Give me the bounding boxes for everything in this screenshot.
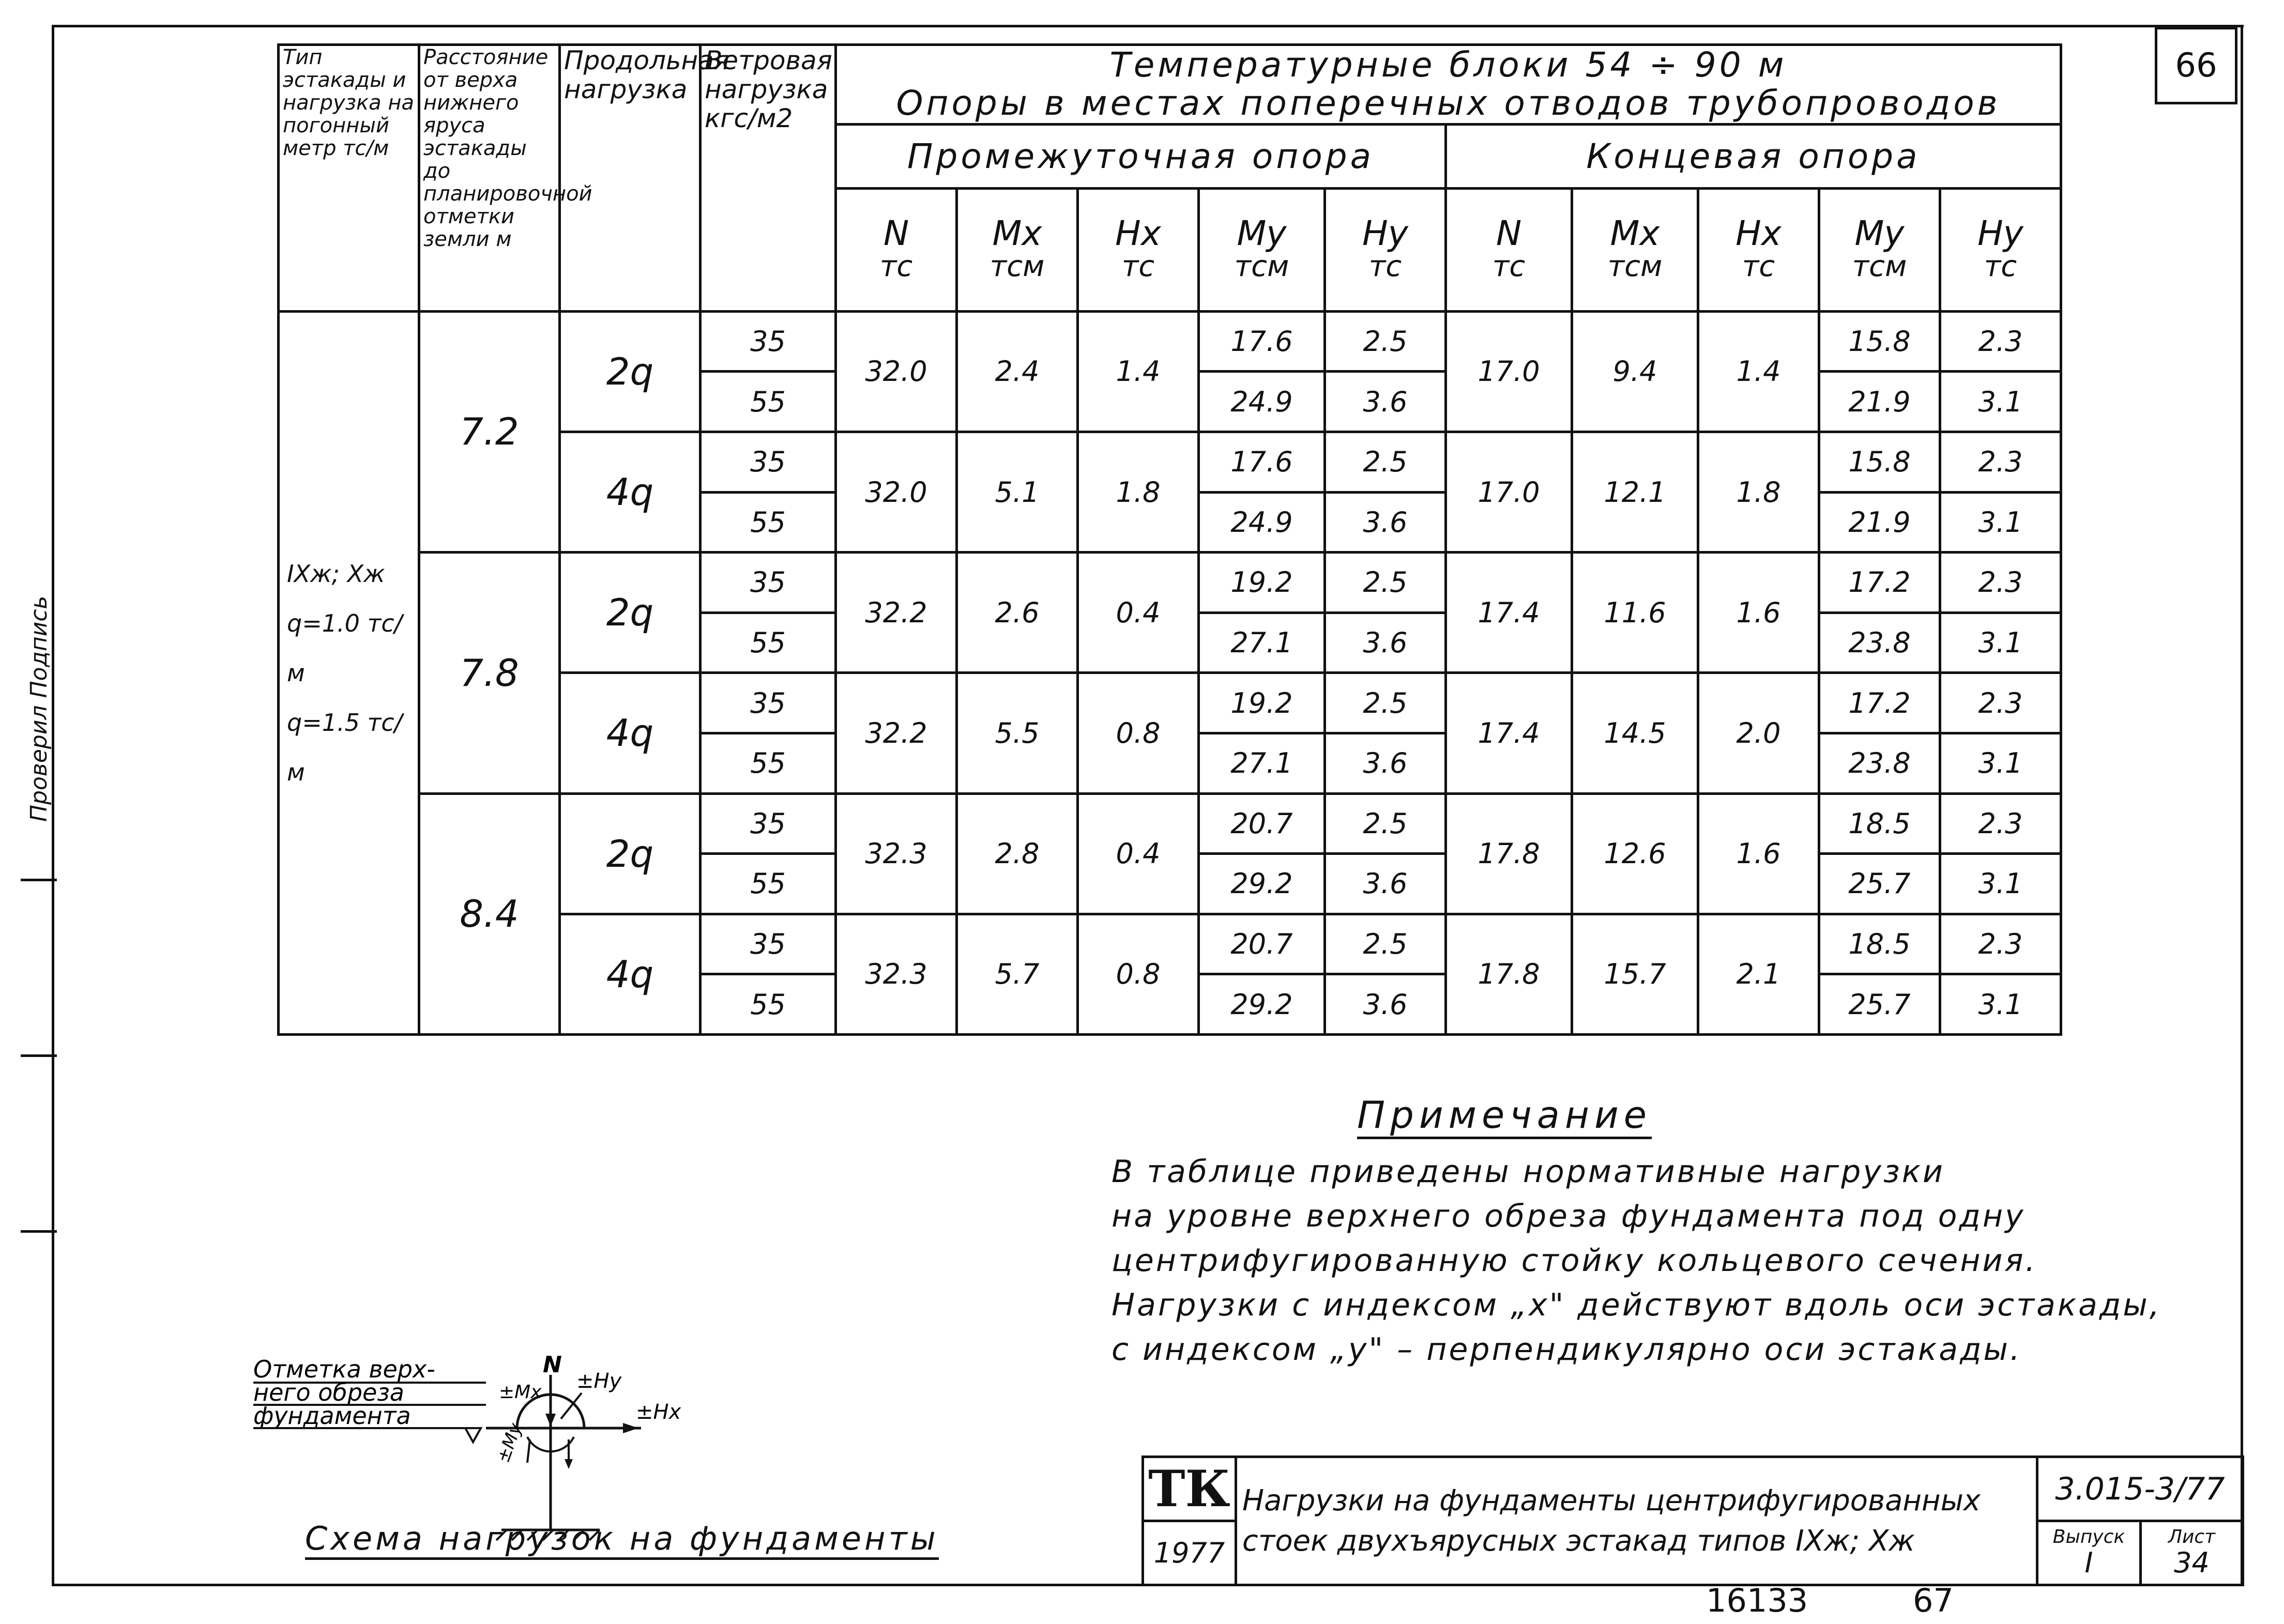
end-my-cell: 21.9 [1819, 492, 1940, 553]
table-row [279, 311, 2061, 372]
wind-cell: 35 [701, 793, 836, 854]
int-n-cell: 32.3 [836, 793, 957, 914]
distance-cell: 7.8 [419, 553, 560, 793]
end-hy-cell: 3.1 [1940, 854, 2061, 914]
int-my-cell: 19.2 [1199, 553, 1325, 613]
column-header-name: Hx [1115, 213, 1161, 253]
wind-cell: 55 [701, 733, 836, 793]
int-hy-cell: 3.6 [1325, 612, 1446, 673]
wind-cell: 35 [701, 914, 836, 974]
issue-label: Выпуск [2052, 1526, 2125, 1548]
type-cell [279, 311, 419, 1034]
frame-top [52, 25, 2244, 27]
int-mx-cell: 2.6 [957, 553, 1078, 673]
end-hx-cell: 1.6 [1698, 793, 1819, 914]
column-header-unit: тс [1984, 249, 2017, 283]
scheme-label-3: фундамента [253, 1402, 411, 1430]
column-header [957, 189, 1078, 311]
end-my-cell: 15.8 [1819, 311, 1940, 372]
distance-cell: 7.2 [419, 311, 560, 552]
int-my-cell: 27.1 [1199, 612, 1325, 673]
end-hy-cell: 3.1 [1940, 733, 2061, 793]
document-code: 3.015-3/77 [2037, 1457, 2243, 1521]
side-stamp [10, 150, 72, 822]
int-hx-cell: 0.4 [1078, 793, 1199, 914]
column-header-name: Hy [1362, 213, 1408, 253]
end-hy-cell: 2.3 [1940, 553, 2061, 613]
wind-cell: 35 [701, 432, 836, 492]
int-n-cell: 32.2 [836, 673, 957, 793]
header-type: Тип эстакады и нагрузка на погонный метр тс/м [279, 45, 419, 312]
column-header [1819, 189, 1940, 311]
side-stamp-text: Проверил Подпись [26, 595, 52, 822]
header-wind: Ветровая нагрузка кгс/м2 [701, 45, 836, 312]
title-line-1: Нагрузки на фундаменты центрифугированных [1242, 1483, 1981, 1518]
end-hy-cell: 3.1 [1940, 974, 2061, 1035]
scheme-hy-label: ±Hy [576, 1369, 622, 1393]
longitudinal-cell: 4q [560, 432, 701, 552]
sheet-label: Лист [2168, 1526, 2216, 1548]
end-hx-cell: 2.1 [1698, 914, 1819, 1034]
wind-cell: 35 [701, 311, 836, 372]
wind-cell: 55 [701, 492, 836, 553]
int-my-cell: 29.2 [1199, 974, 1325, 1035]
issue-cell [2037, 1521, 2141, 1585]
column-header [1572, 189, 1698, 311]
page-number: 67 [1913, 1582, 1954, 1619]
end-hx-cell: 1.6 [1698, 553, 1819, 673]
end-n-cell: 17.4 [1446, 553, 1572, 673]
end-n-cell: 17.8 [1446, 914, 1572, 1034]
int-my-cell: 17.6 [1199, 311, 1325, 372]
int-n-cell: 32.3 [836, 914, 957, 1034]
wind-cell: 55 [701, 854, 836, 914]
column-header [1940, 189, 2061, 311]
end-mx-cell: 12.1 [1572, 432, 1698, 552]
header-end: Концевая опора [1446, 124, 2061, 189]
margin-tick [21, 879, 57, 881]
end-my-cell: 25.7 [1819, 854, 1940, 914]
scheme-hx-label: ±Hx [636, 1400, 681, 1424]
column-header-name: N [883, 213, 909, 253]
end-hx-cell: 1.8 [1698, 432, 1819, 552]
note-title: Примечание [1357, 1093, 1652, 1139]
scheme-label-2: него обреза [253, 1378, 404, 1406]
int-mx-cell: 2.4 [957, 311, 1078, 432]
int-my-cell: 20.7 [1199, 793, 1325, 854]
note-line: на уровне верхнего обреза фундамента под одну [1111, 1198, 2026, 1234]
int-my-cell: 19.2 [1199, 673, 1325, 733]
column-header-unit: тсм [989, 249, 1045, 283]
end-mx-cell: 11.6 [1572, 553, 1698, 673]
int-my-cell: 29.2 [1199, 854, 1325, 914]
column-header-unit: тсм [1852, 249, 1907, 283]
note-line: центрифугированную стойку кольцевого сечения. [1111, 1243, 2037, 1279]
note-line: Нагрузки с индексом „x" действуют вдоль оси эстакады, [1111, 1287, 2161, 1323]
longitudinal-cell: 4q [560, 914, 701, 1034]
end-hx-cell: 2.0 [1698, 673, 1819, 793]
end-mx-cell: 15.7 [1572, 914, 1698, 1034]
column-header-unit: тс [879, 249, 913, 283]
end-n-cell: 17.8 [1446, 793, 1572, 914]
longitudinal-cell: 2q [560, 311, 701, 432]
scheme-caption: Схема нагрузок на фундаменты [305, 1520, 939, 1560]
column-header-name: My [1854, 213, 1905, 253]
header-intermediate: Промежуточная опора [836, 124, 1446, 189]
scheme-n-label: N [543, 1352, 562, 1378]
end-hy-cell: 3.1 [1940, 372, 2061, 432]
column-header [836, 189, 957, 311]
int-hy-cell: 3.6 [1325, 974, 1446, 1035]
table-row [279, 793, 2061, 854]
end-my-cell: 18.5 [1819, 793, 1940, 854]
end-mx-cell: 9.4 [1572, 311, 1698, 432]
type-label: IXж; Xж [287, 559, 385, 588]
column-header [1446, 189, 1572, 311]
int-my-cell: 17.6 [1199, 432, 1325, 492]
table-row [279, 553, 2061, 613]
int-hy-cell: 2.5 [1325, 793, 1446, 854]
title-block [1141, 1456, 2244, 1586]
int-hy-cell: 3.6 [1325, 854, 1446, 914]
sheet-cell [2141, 1521, 2243, 1585]
int-hx-cell: 0.8 [1078, 914, 1199, 1034]
column-header [1199, 189, 1325, 311]
int-hy-cell: 2.5 [1325, 553, 1446, 613]
longitudinal-cell: 2q [560, 553, 701, 673]
header-temp-line1: Температурные блоки 54 ÷ 90 м [1109, 45, 1787, 85]
end-n-cell: 17.4 [1446, 673, 1572, 793]
int-hy-cell: 3.6 [1325, 492, 1446, 553]
end-hy-cell: 2.3 [1940, 673, 2061, 733]
column-header [1698, 189, 1819, 311]
int-hx-cell: 0.8 [1078, 673, 1199, 793]
wind-cell: 55 [701, 974, 836, 1035]
column-header [1078, 189, 1199, 311]
column-header-name: My [1237, 213, 1287, 253]
int-hy-cell: 3.6 [1325, 733, 1446, 793]
column-header-name: Mx [1610, 213, 1660, 253]
sheet-value: 34 [2174, 1546, 2210, 1579]
header-temp-line2: Опоры в местах поперечных отводов трубопроводов [896, 83, 2001, 124]
column-header-unit: тсм [1234, 249, 1289, 283]
note-line: В таблице приведены нормативные нагрузки [1111, 1154, 1945, 1190]
int-hx-cell: 0.4 [1078, 553, 1199, 673]
end-my-cell: 23.8 [1819, 733, 1940, 793]
column-header-name: Hx [1735, 213, 1781, 253]
header-distance: Расстояние от верха нижнего яруса эстакады до планировочной отметки земли м [419, 45, 560, 312]
issue-value: I [2084, 1546, 2093, 1579]
note-line: с индексом „y" – перпендикулярно оси эстакады. [1111, 1331, 2022, 1368]
end-my-cell: 18.5 [1819, 914, 1940, 974]
header-temp-blocks [836, 45, 2061, 125]
my-arrow [527, 1439, 530, 1463]
int-mx-cell: 5.1 [957, 432, 1078, 552]
level-marker-icon [465, 1428, 481, 1442]
end-n-cell: 17.0 [1446, 432, 1572, 552]
end-hy-cell: 2.3 [1940, 914, 2061, 974]
int-hy-cell: 2.5 [1325, 914, 1446, 974]
column-header-name: N [1496, 213, 1522, 253]
end-mx-cell: 12.6 [1572, 793, 1698, 914]
longitudinal-cell: 4q [560, 673, 701, 793]
header-longitudinal: Продольная нагрузка [560, 45, 701, 312]
end-my-cell: 21.9 [1819, 372, 1940, 432]
end-hy-cell: 2.3 [1940, 793, 2061, 854]
end-hy-cell: 2.3 [1940, 311, 2061, 372]
int-my-cell: 24.9 [1199, 372, 1325, 432]
int-mx-cell: 5.5 [957, 673, 1078, 793]
n-arrowhead-icon [545, 1414, 556, 1427]
longitudinal-cell: 2q [560, 793, 701, 914]
column-header-unit: тс [1368, 249, 1402, 283]
column-header-unit: тс [1121, 249, 1155, 283]
type-label: q=1.5 тс/м [287, 708, 403, 786]
wind-cell: 55 [701, 612, 836, 673]
my-arrowhead-icon [565, 1459, 573, 1469]
int-n-cell: 32.2 [836, 553, 957, 673]
int-hy-cell: 2.5 [1325, 673, 1446, 733]
end-hy-cell: 3.1 [1940, 492, 2061, 553]
int-n-cell: 32.0 [836, 311, 957, 432]
column-header-unit: тсм [1607, 249, 1663, 283]
column-header-name: Hy [1977, 213, 2023, 253]
end-my-cell: 17.2 [1819, 673, 1940, 733]
int-hx-cell: 1.8 [1078, 432, 1199, 552]
column-header-unit: тс [1742, 249, 1775, 283]
end-my-cell: 23.8 [1819, 612, 1940, 673]
int-mx-cell: 5.7 [957, 914, 1078, 1034]
sheet-number: 66 [2155, 27, 2237, 104]
column-header-unit: тс [1492, 249, 1526, 283]
scheme-mx-label: ±Mx [499, 1382, 542, 1403]
type-label: q=1.0 тс/м [287, 609, 403, 687]
end-my-cell: 17.2 [1819, 553, 1940, 613]
frame-right [2241, 25, 2243, 1586]
column-header-name: Mx [992, 213, 1042, 253]
scheme-label-1: Отметка верх- [253, 1355, 435, 1383]
distance-cell: 8.4 [419, 793, 560, 1034]
int-mx-cell: 2.8 [957, 793, 1078, 914]
year: 1977 [1143, 1521, 1236, 1585]
margin-tick [21, 1054, 57, 1057]
title-block-title [1236, 1457, 2037, 1585]
int-hx-cell: 1.4 [1078, 311, 1199, 432]
int-my-cell: 20.7 [1199, 914, 1325, 974]
loads-table [277, 43, 2062, 1036]
hx-arrowhead-icon [623, 1423, 638, 1433]
int-my-cell: 24.9 [1199, 492, 1325, 553]
wind-cell: 35 [701, 553, 836, 613]
archive-number: 16133 [1706, 1582, 1808, 1619]
int-hy-cell: 2.5 [1325, 311, 1446, 372]
tk-logo: ТК [1143, 1457, 1236, 1521]
end-n-cell: 17.0 [1446, 311, 1572, 432]
wind-cell: 35 [701, 673, 836, 733]
int-my-cell: 27.1 [1199, 733, 1325, 793]
title-line-2: стоек двухъярусных эстакад типов IXж; Xж [1242, 1524, 1915, 1558]
int-hy-cell: 3.6 [1325, 372, 1446, 432]
int-n-cell: 32.0 [836, 432, 957, 552]
end-hy-cell: 2.3 [1940, 432, 2061, 492]
column-header [1325, 189, 1446, 311]
margin-tick [21, 1230, 57, 1233]
end-hy-cell: 3.1 [1940, 612, 2061, 673]
end-hx-cell: 1.4 [1698, 311, 1819, 432]
end-my-cell: 15.8 [1819, 432, 1940, 492]
end-my-cell: 25.7 [1819, 974, 1940, 1035]
wind-cell: 55 [701, 372, 836, 432]
end-mx-cell: 14.5 [1572, 673, 1698, 793]
scheme-my-label: ±My [493, 1420, 526, 1466]
int-hy-cell: 2.5 [1325, 432, 1446, 492]
